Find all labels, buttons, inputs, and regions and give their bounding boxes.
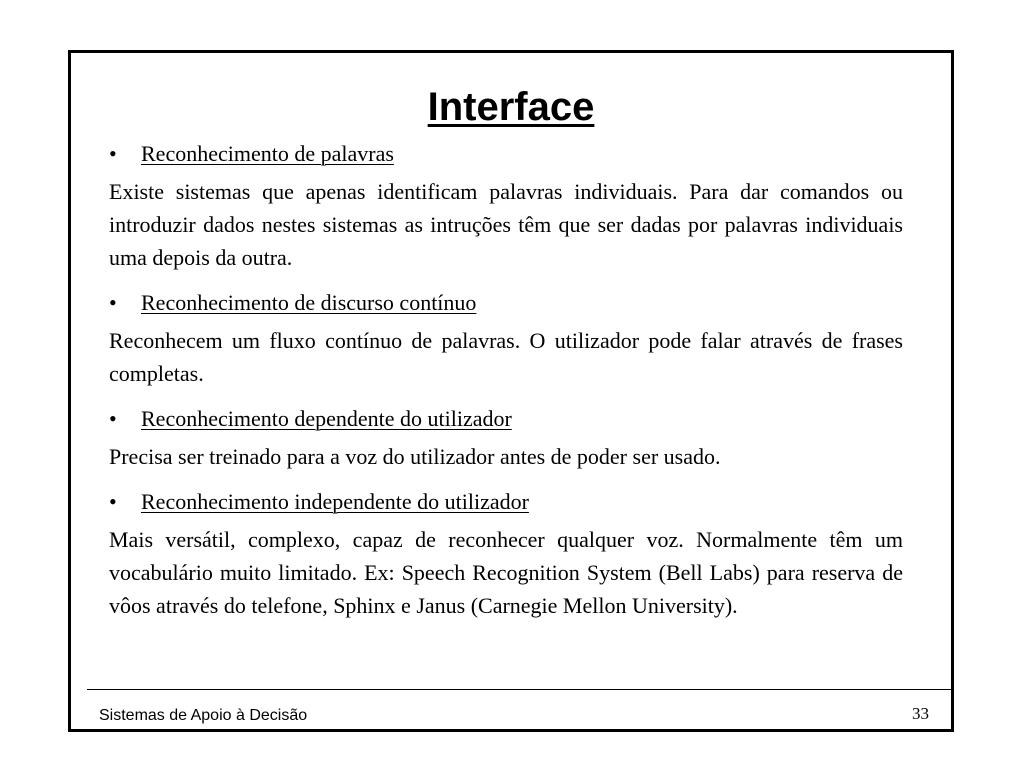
footer-page-number: 33 xyxy=(912,704,929,723)
bullet-icon: • xyxy=(109,406,117,431)
bullet-icon: • xyxy=(109,489,117,514)
slide-content xyxy=(109,139,903,622)
bullet-icon: • xyxy=(109,141,117,166)
slide-title: Interface xyxy=(427,85,595,129)
footer-divider xyxy=(87,689,951,690)
bullet-icon: • xyxy=(109,290,117,315)
slide-frame xyxy=(68,50,954,732)
section-heading: Reconhecimento independente do utilizador xyxy=(141,489,529,514)
bullet-row xyxy=(109,288,903,318)
section-text: Mais versátil, complexo, capaz de reconhecer qualquer voz. Normalmente têm um vocabulário muito limitado. Ex: Speech Recognition System (Bell Labs) para reserva de vôos através do telefone, Sphinx e Janus (Carnegie Mellon University). xyxy=(109,527,903,618)
section-heading: Reconhecimento de discurso contínuo xyxy=(141,290,477,315)
section-palavras xyxy=(109,139,903,274)
section-heading: Reconhecimento de palavras xyxy=(141,141,394,166)
section-dependente xyxy=(109,404,903,473)
bullet-row xyxy=(109,404,903,434)
bullet-row xyxy=(109,139,903,169)
section-text: Reconhecem um fluxo contínuo de palavras. O utilizador pode falar através de frases completas. xyxy=(109,328,903,386)
section-independente xyxy=(109,487,903,622)
bullet-row xyxy=(109,487,903,517)
section-text: Existe sistemas que apenas identificam palavras individuais. Para dar comandos ou introduzir dados nestes sistemas as intruções têm que ser dadas por palavras individuais uma depois da outra. xyxy=(109,179,903,270)
section-heading: Reconhecimento dependente do utilizador xyxy=(141,406,512,431)
section-text: Precisa ser treinado para a voz do utilizador antes de poder ser usado. xyxy=(109,444,721,469)
section-discurso-continuo xyxy=(109,288,903,390)
footer-course-name: Sistemas de Apoio à Decisão xyxy=(99,707,308,724)
